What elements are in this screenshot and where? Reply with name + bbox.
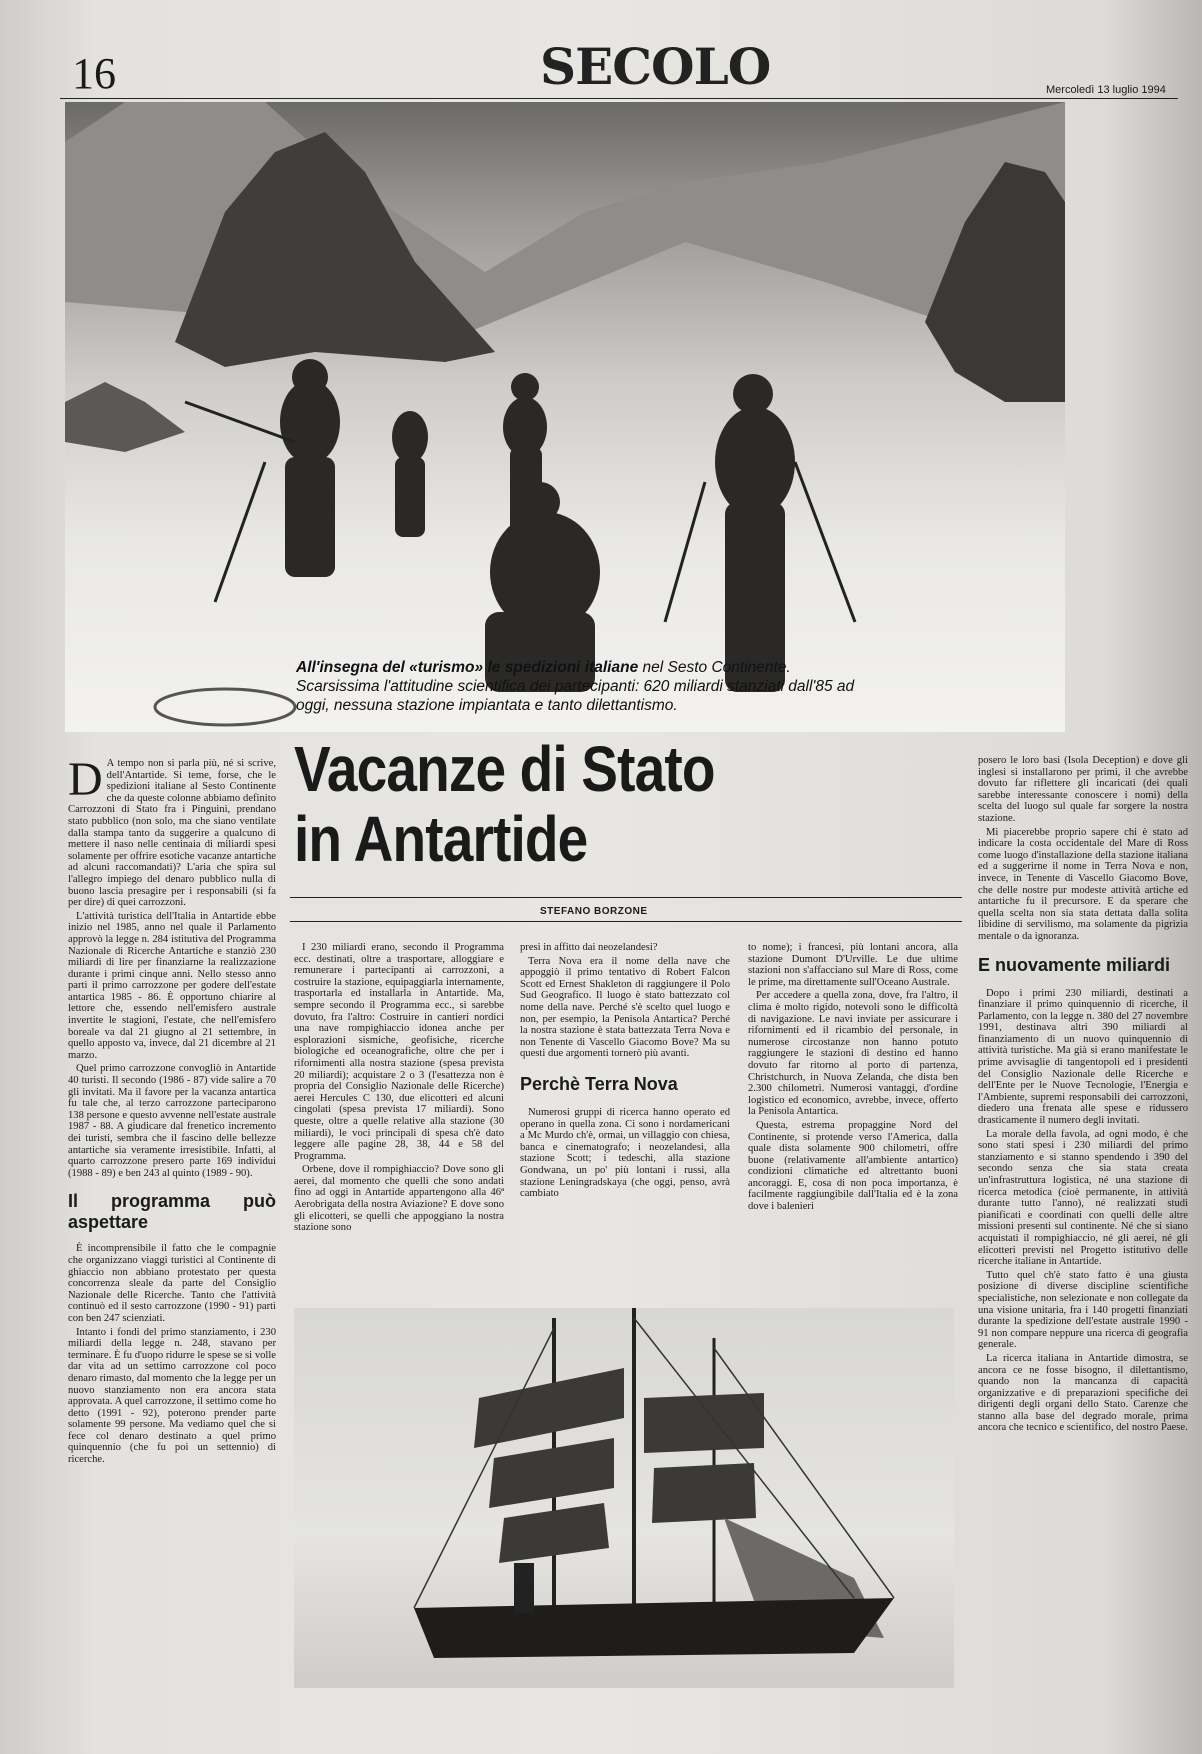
- subheading: Perchè Terra Nova: [520, 1073, 678, 1094]
- photo-caption: [296, 658, 876, 715]
- paragraph: Questa, estrema propaggine Nord del Continente, si protende verso l'America, dalla quale dista solamente 900 chilometri, offre buone (relativamente all'ambiente antartico) condizioni climatiche ed altrettanto buoni ancoraggi. E, cosa di non poca importanza, è facilmente raggiungibile dall'Italia ed è la zona dove i balenieri: [748, 1119, 958, 1213]
- masthead-logo: SECOLO: [540, 37, 771, 96]
- subheading: Il programma può aspettare: [68, 1191, 276, 1233]
- article-column-5: [978, 755, 1188, 1685]
- expedition-illustration: [65, 102, 1065, 732]
- article-column-1: [68, 758, 276, 1678]
- paragraph: presi in affitto dai neozelandesi?: [520, 942, 658, 953]
- byline-rule: [290, 921, 962, 922]
- paragraph: to nome); i francesi, più lontani ancora, alla stazione Dumont D'Urville. Le due ultime stazioni non s'affacciano sul Mare di Ross, come le prime, ma direttamente sull'Oceano Australe.: [748, 942, 958, 988]
- paragraph: Mi piacerebbe proprio sapere chi è stato ad indicare la costa occidentale del Mare di Ross come luogo d'installazione della stazione italiana ed a suggerirne il nome in Terra Nova e non, invece, in Tenente di Vascello Giacomo Bove, che delle nostre pur modeste attività artiche ed antartiche fu il precursore. E da sperare che quella scelta non sia stata dettata dalla solita libidine di servilismo, ma solamente da pigrizia mentale o da ignoranza.: [978, 826, 1188, 942]
- expedition-photo: [65, 102, 1065, 732]
- article-column-2: [294, 942, 504, 1312]
- terra-nova-ship-photo: [294, 1308, 954, 1688]
- headline-rule: [290, 897, 962, 898]
- headline-line-2: in Antartide: [294, 803, 588, 875]
- sailing-ship-illustration: [294, 1308, 954, 1688]
- drop-cap: D: [68, 758, 103, 806]
- paragraph: A tempo non si parla più, né si scrive, dell'Antartide. Si teme, forse, che le spedizioni italiane al Sesto Continente che da queste colonne abbiamo definito Carrozzoni di Stato fra i Pinguini, prendano stato pubblico (non solo, ma che siano ventilate dalla stampa tanto da suggerire a qualcuno di mettere il naso nelle centinaia di miliardi spesi solamente per offrire esotiche vacanze antartiche ad alcuni raccomandati)? L'aria che spira sul l'allegro impiego del denaro pubblico nulla di buono lascia presagire per i responsabili (si fa per dire) di quei carrozzoni.: [68, 758, 276, 909]
- paragraph: È incomprensibile il fatto che le compagnie che organizzano viaggi turistici al Continente di ghiaccio non abbiano protestato per questa concorrenza sleale da parte del Consiglio Nazionale delle Ricerche. Tanto che l'attività continuò ed il sesto carrozzone (1990 - 91) partì con ben 247 scienziati.: [68, 1243, 276, 1324]
- paragraph: Tutto quel ch'è stato fatto è una giusta posizione di diverse discipline scientifiche specialistiche, non selezionate e non collegate da una visione unitaria, fra i 140 progetti finanziati durante la spedizione dell'estate australe 1990 - 91 non compare neppure una ricerca di geografia generale.: [978, 1269, 1188, 1351]
- headline-line-1: Vacanze di Stato: [294, 733, 715, 805]
- article-column-3: [520, 942, 730, 1312]
- paragraph: Per accedere a quella zona, dove, fra l'altro, il clima è molto rigido, notevoli sono le difficoltà di navigazione. Le navi inviate per assicurare i rifornimenti ed il ricambio del personale, in numerose circostanze non hanno potuto raggiungere le stazioni di destino ed hanno dovuto far ritorno al porto di partenza, Christchurch, in Nuova Zelanda, che dista ben 2.300 chilometri. Numerosi vantaggi, d'ordine logistico ed economico, avrebbe, invece, offerto la Penisola Antartica.: [748, 990, 958, 1118]
- author-byline: STEFANO BORZONE: [540, 906, 648, 917]
- header-rule: [60, 98, 1178, 99]
- paragraph: I 230 miliardi erano, secondo il Programma ecc. destinati, oltre a trasportare, alloggiare e remunerare i partecipanti ai carrozzoni, a costruire la stazione, equipaggiarla internamente, trasportarla ed installarla in Antartide. Ma, sempre secondo il Programma ecc., si sarebbe dovuto, fra l'altro: Costruire in cantieri nordici una nave rompighiaccio idonea anche per esplorazioni sismiche, geofisiche, ricerche biologiche ed oceanografiche, oltre che per i rifornimenti alla nostra stazione (spesa prevista 20 miliardi); acquistare 2 o 3 (l'esattezza non è propria del Consiglio Nazionale delle Ricerche) aerei Hercules C 130, due elicotteri ed alcuni cingolati (spesa prevista 17 miliardi). Sono queste, oltre a quelle relative alla stazione (30 miliardi), le voci principali di spesa ch'è dato leggere alle pagine 28, 38, 44 e 58 del Programma.: [294, 942, 504, 1162]
- subheading: E nuovamente miliardi: [978, 954, 1171, 975]
- article-headline: [294, 734, 879, 874]
- article-column-4: [748, 942, 958, 1312]
- paragraph: Dopo i primi 230 miliardi, destinati a finanziare il primo quinquennio di ricerche, il Parlamento, con la legge n. 380 del 27 novembre 1991, destinava altri 390 miliardi al finanziamento di un nuovo quinquennio di attività turistiche. Ma già si erano manifestate le prime avvisaglie di tangentopoli ed i presidenti del Consiglio Nazionale delle Ricerche e dell'Ente per le Nuove Tecnologie, l'Energia e l'Ambiente, supremi responsabili dei carrozzoni, diedero una frenata alle spese e ridussero drasticamente il numero degli invitati.: [978, 987, 1188, 1127]
- dateline: Mercoledì 13 luglio 1994: [1046, 84, 1166, 96]
- paragraph: Numerosi gruppi di ricerca hanno operato ed operano in quella zona. Ci sono i nordamericani a Mc Murdo ch'è, ormai, un villaggio con chiesa, banca e cinematografo; i neozelandesi, alla stazione Scott; i tedeschi, alla stazione Gondwana, un po' più lontani i russi, alla stazione Leningradskaya (che oggi, penso, avrà cambiato: [520, 1106, 730, 1200]
- paragraph: La ricerca italiana in Antartide dimostra, se ancora ce ne fosse bisogno, il dilettantismo, quando non la mancanza di capacità organizzative e di preparazioni specifiche dei dirigenti degli organi dello Stato. Carenze che stanno alla base del degrado morale, prima ancora che tecnico e scientifico, del nostro Paese.: [978, 1352, 1188, 1434]
- caption-body: nel Sesto Continente. Scarsissima l'attitudine scientifica dei partecipanti: 620 miliardi stanziati dall'85 ad oggi, nessuna stazione impiantata e tanto dilettantismo.: [296, 659, 855, 714]
- paragraph: Terra Nova era il nome della nave che appoggiò il primo tentativo di Robert Falcon Scott ed Ernest Shakleton di raggiungere il Polo Sud Geografico. Il luogo è stato battezzato col nome della nave. Perché s'è scelto quel luogo e non, per esempio, la Penisola Antartica? Perché la nostra stazione è stata battezzata Terra Nova e non Tenente di Vascello Giacomo Bove? Ma su questi due argomenti tornerò più avanti.: [520, 955, 730, 1060]
- paragraph: La morale della favola, ad ogni modo, è che sono stati spesi i 230 miliardi del primo stanziamento e si stanno spendendo i 390 del secondo senza che sia stata creata un'infrastruttura logistica, né una stazione di ricerca metodica (cioè permanente, in attività durante tutto l'anno), né realizzati studi pianificati e coordinati con quelli delle altre missioni presenti sul continente. Né che si siano acquistati il rompighiaccio, né gli aerei, né gli elicotteri previsti nel Progetto istitutivo delle ricerche italiane in Antartide.: [978, 1128, 1188, 1268]
- paragraph: Orbene, dove il rompighiaccio? Dove sono gli aerei, dal momento che quelli che sono andati fino ad oggi in Antartide appartengono alla 46ª Aerobrigata della nostra Aviazione? E dove sono gli elicotteri, se quelli che appoggiano la nostra stazione sono: [294, 1164, 504, 1234]
- paragraph: L'attività turistica dell'Italia in Antartide ebbe inizio nel 1985, anno nel quale il Parlamento approvò la legge n. 284 istitutiva del Programma Nazionale di Ricerche Antartiche e stanziò 230 miliardi di lire per finanziarne la realizzazione durante i primi cinque anni. Nello stesso anno partì il primo carrozzone per godere dell'estate antartica 1985 - 86. È opportuno chiarire al lettore che, essendo nell'emisfero australe invertite le stagioni, l'estate, che nell'emisfero boreale va dal 21 giugno al 21 settembre, in quello apposto va, invece, dal 21 dicembre al 21 marzo.: [68, 910, 276, 1061]
- caption-lead: All'insegna del «turismo» le spedizioni italiane: [296, 659, 639, 676]
- paragraph: Intanto i fondi del primo stanziamento, i 230 miliardi della legge n. 248, stavano per terminare. È fu d'uopo ridurre le spese se si volle dar vita ad un settimo carrozzone col poco denaro rimasto, dal momento che la legge per un nuovo stanziamento non era ancora stata approvata. A quel carrozzone, il settimo come ho detto (1991 - 92), poterono prender parte solamente 99 persone. Ma vediamo quel che si fece col denaro destinato a quel primo quinquennio (che fu poi un settennio) di ricerche.: [68, 1326, 276, 1466]
- page-number: 16: [72, 49, 116, 98]
- paragraph: posero le loro basi (Isola Deception) e dove gli inglesi si installarono per primi, il che avrebbe dovuto far riflettere gli incaricati (dei quali sarebbe interessante conoscere i nomi) della scelta del luogo sul quale far sorgere la nostra stazione.: [978, 755, 1188, 824]
- paragraph: Quel primo carrozzone convogliò in Antartide 40 turisti. Il secondo (1986 - 87) vide salire a 70 gli invitati. Ma il favore per la vacanza antartica fu tale che, al terzo carrozzone parteciparono 138 persone e questo avvenne nell'estate australe 1987 - 88. A giudicare dal frenetico incremento dei turisti, sembra che il fascino delle bellezze antartiche sia veramente irresistibile. Infatti, al quarto carrozzone presero parte 169 individui (1988 - 89) e ben 243 al quinto (1989 - 90).: [68, 1063, 276, 1179]
